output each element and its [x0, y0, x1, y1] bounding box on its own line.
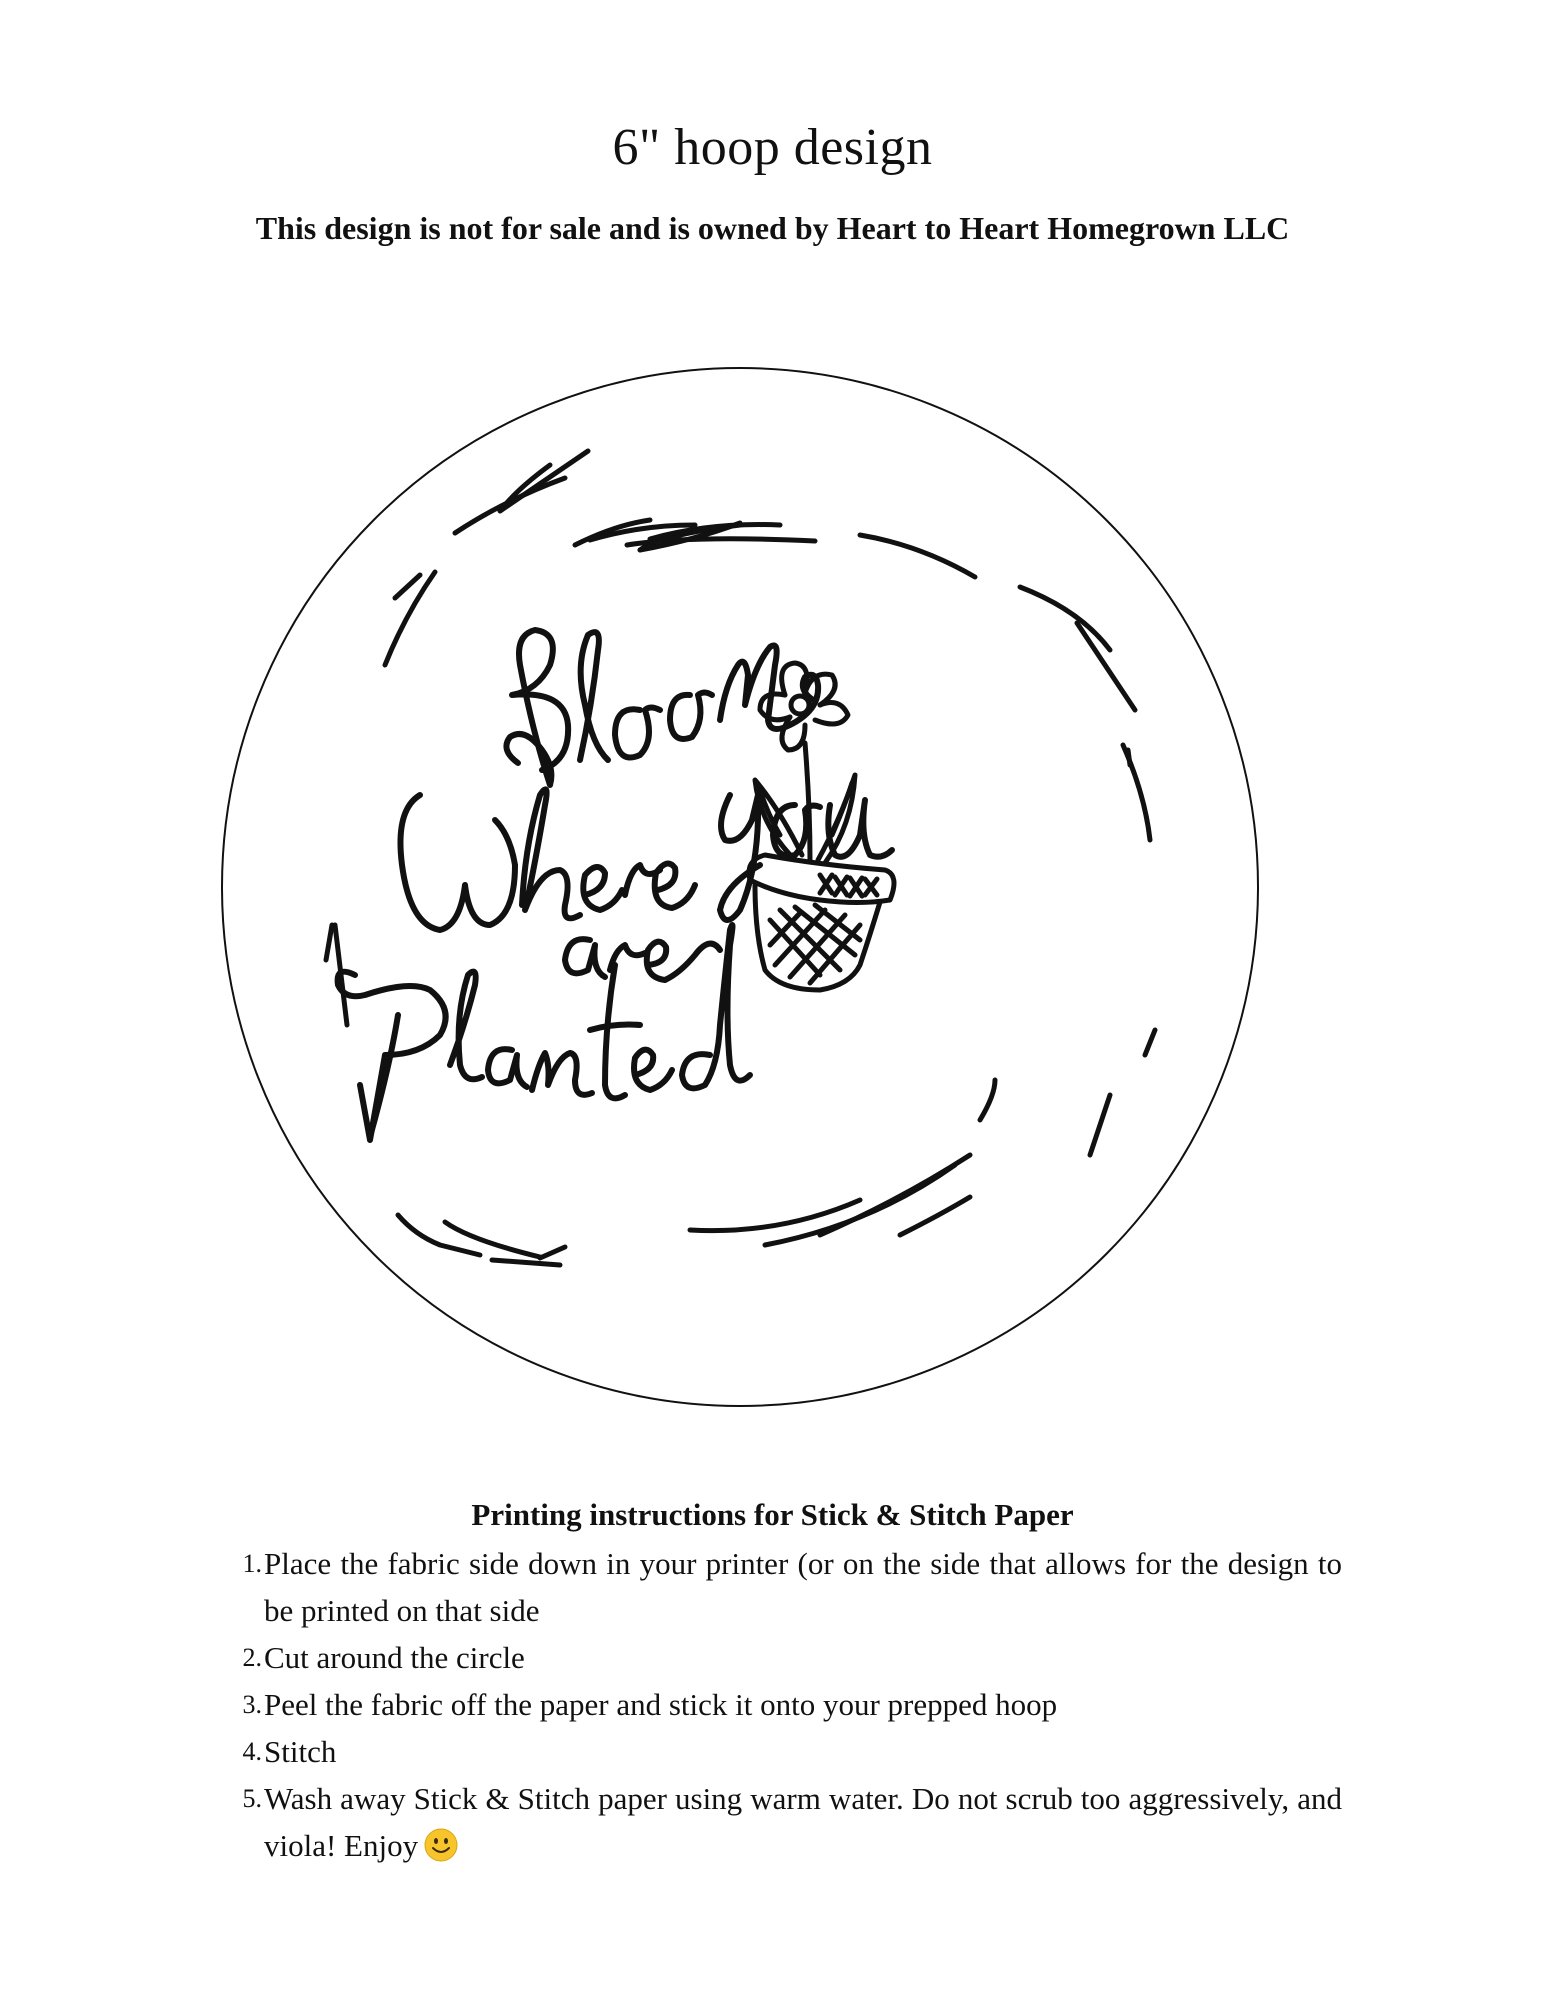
- list-item: [232, 1775, 1342, 1869]
- list-item: [232, 1540, 1342, 1634]
- ownership-notice: This design is not for sale and is owned by Heart to Heart Homegrown LLC: [255, 210, 1290, 246]
- hoop-design: [220, 365, 1260, 1410]
- step-text: Place the fabric side down in your printer (or on the side that allows for the design to be printed on that side: [264, 1546, 1342, 1628]
- instructions-title: Printing instructions for Stick & Stitch Paper: [471, 1497, 1074, 1532]
- list-item: [232, 1634, 1342, 1681]
- smiley-face-icon: [424, 1828, 458, 1862]
- list-item: [232, 1728, 1342, 1775]
- step-number: 3.: [242, 1690, 262, 1719]
- hoop-design-artwork: [220, 365, 1260, 1410]
- list-item: [232, 1681, 1342, 1728]
- step-text: Peel the fabric off the paper and stick it onto your prepped hoop: [264, 1687, 1058, 1722]
- instructions-list: [232, 1540, 1342, 1869]
- step-number: 2.: [242, 1643, 262, 1672]
- step-number: 5.: [242, 1784, 262, 1813]
- step-text: Cut around the circle: [264, 1640, 525, 1675]
- are-lettering: [565, 939, 720, 980]
- step-number: 4.: [242, 1737, 262, 1766]
- bloom-lettering: [506, 630, 818, 785]
- step-text-with-emoji: [264, 1775, 1342, 1869]
- step-text: Stitch: [264, 1734, 337, 1769]
- planted-lettering: [338, 925, 750, 1140]
- wreath-strokes: [326, 451, 1155, 1265]
- page-title: 6" hoop design: [612, 119, 933, 176]
- step-text: Wash away Stick & Stitch paper using warm water. Do not scrub too aggressively, and viola! Enjoy: [264, 1781, 1342, 1863]
- step-number: 1.: [242, 1549, 262, 1578]
